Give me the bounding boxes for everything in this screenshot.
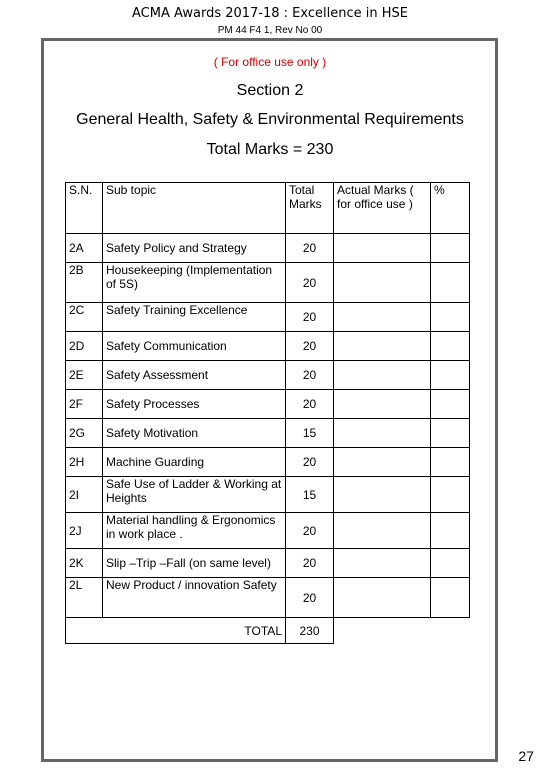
row-marks: 20 <box>286 549 334 578</box>
percent-cell <box>431 477 470 513</box>
table-row <box>66 477 470 513</box>
page-number: 27 <box>518 748 534 764</box>
actual-marks-cell <box>334 448 431 477</box>
actual-marks-cell <box>334 234 431 263</box>
row-marks: 20 <box>286 448 334 477</box>
row-topic: Machine Guarding <box>103 448 286 477</box>
table-row <box>66 448 470 477</box>
row-sn: 2C <box>66 303 103 332</box>
row-topic: Safety Communication <box>103 332 286 361</box>
document-title: ACMA Awards 2017-18 : Excellence in HSE <box>132 6 408 21</box>
row-marks: 20 <box>286 234 334 263</box>
percent-cell <box>431 361 470 390</box>
row-marks: 15 <box>286 477 334 513</box>
actual-marks-cell <box>334 332 431 361</box>
header-percent: % <box>431 183 470 234</box>
header-total-marks: Total Marks <box>286 183 334 234</box>
row-topic: Slip –Trip –Fall (on same level) <box>103 549 286 578</box>
actual-marks-cell <box>334 578 431 618</box>
row-marks: 20 <box>286 578 334 618</box>
row-marks: 20 <box>286 303 334 332</box>
table-row <box>66 361 470 390</box>
actual-marks-cell <box>334 263 431 303</box>
table-row <box>66 419 470 448</box>
percent-cell <box>431 419 470 448</box>
actual-marks-cell <box>334 513 431 549</box>
table-row <box>66 513 470 549</box>
row-sn: 2K <box>66 549 103 578</box>
actual-marks-cell <box>334 549 431 578</box>
row-marks: 20 <box>286 513 334 549</box>
row-marks: 20 <box>286 263 334 303</box>
actual-marks-cell <box>334 361 431 390</box>
total-value: 230 <box>286 618 334 644</box>
percent-cell <box>431 513 470 549</box>
percent-cell <box>431 578 470 618</box>
table-row <box>66 390 470 419</box>
row-sn: 2L <box>66 578 103 618</box>
table-total-row <box>66 618 470 644</box>
row-sn: 2F <box>66 390 103 419</box>
actual-marks-cell <box>334 390 431 419</box>
row-topic: New Product / innovation Safety <box>103 578 286 618</box>
row-topic: Safety Motivation <box>103 419 286 448</box>
percent-cell <box>431 390 470 419</box>
table-row <box>66 263 470 303</box>
table-header-row <box>66 183 470 234</box>
total-label: TOTAL <box>66 618 286 644</box>
row-sn: 2H <box>66 448 103 477</box>
row-sn: 2I <box>66 477 103 513</box>
table-row <box>66 549 470 578</box>
percent-cell <box>431 332 470 361</box>
row-sn: 2E <box>66 361 103 390</box>
row-topic: Housekeeping (Implementation of 5S) <box>103 263 286 303</box>
percent-cell <box>431 234 470 263</box>
marks-table <box>65 182 470 644</box>
row-marks: 20 <box>286 332 334 361</box>
actual-marks-cell <box>334 419 431 448</box>
percent-cell <box>431 263 470 303</box>
table-row <box>66 332 470 361</box>
row-topic: Safe Use of Ladder & Working at Heights <box>103 477 286 513</box>
row-topic: Safety Training Excellence <box>103 303 286 332</box>
table-row <box>66 234 470 263</box>
actual-marks-cell <box>334 477 431 513</box>
section-subtitle: General Health, Safety & Environmental Requirements <box>76 111 464 128</box>
actual-marks-cell <box>334 303 431 332</box>
document-reference: PM 44 F4 1, Rev No 00 <box>217 25 323 36</box>
header-subtopic: Sub topic <box>103 183 286 234</box>
total-marks-heading: Total Marks = 230 <box>206 141 334 158</box>
office-use-note: ( For office use only ) <box>213 55 327 69</box>
header-actual-marks: Actual Marks ( for office use ) <box>334 183 431 234</box>
row-marks: 15 <box>286 419 334 448</box>
row-marks: 20 <box>286 361 334 390</box>
table-row <box>66 303 470 332</box>
percent-cell <box>431 549 470 578</box>
row-topic: Safety Assessment <box>103 361 286 390</box>
row-sn: 2B <box>66 263 103 303</box>
percent-cell <box>431 303 470 332</box>
table-row <box>66 578 470 618</box>
row-sn: 2J <box>66 513 103 549</box>
row-topic: Material handling & Ergonomics in work place . <box>103 513 286 549</box>
row-topic: Safety Policy and Strategy <box>103 234 286 263</box>
row-marks: 20 <box>286 390 334 419</box>
percent-cell <box>431 448 470 477</box>
row-sn: 2A <box>66 234 103 263</box>
row-topic: Safety Processes <box>103 390 286 419</box>
row-sn: 2D <box>66 332 103 361</box>
section-title: Section 2 <box>236 82 304 99</box>
row-sn: 2G <box>66 419 103 448</box>
header-sn: S.N. <box>66 183 103 234</box>
